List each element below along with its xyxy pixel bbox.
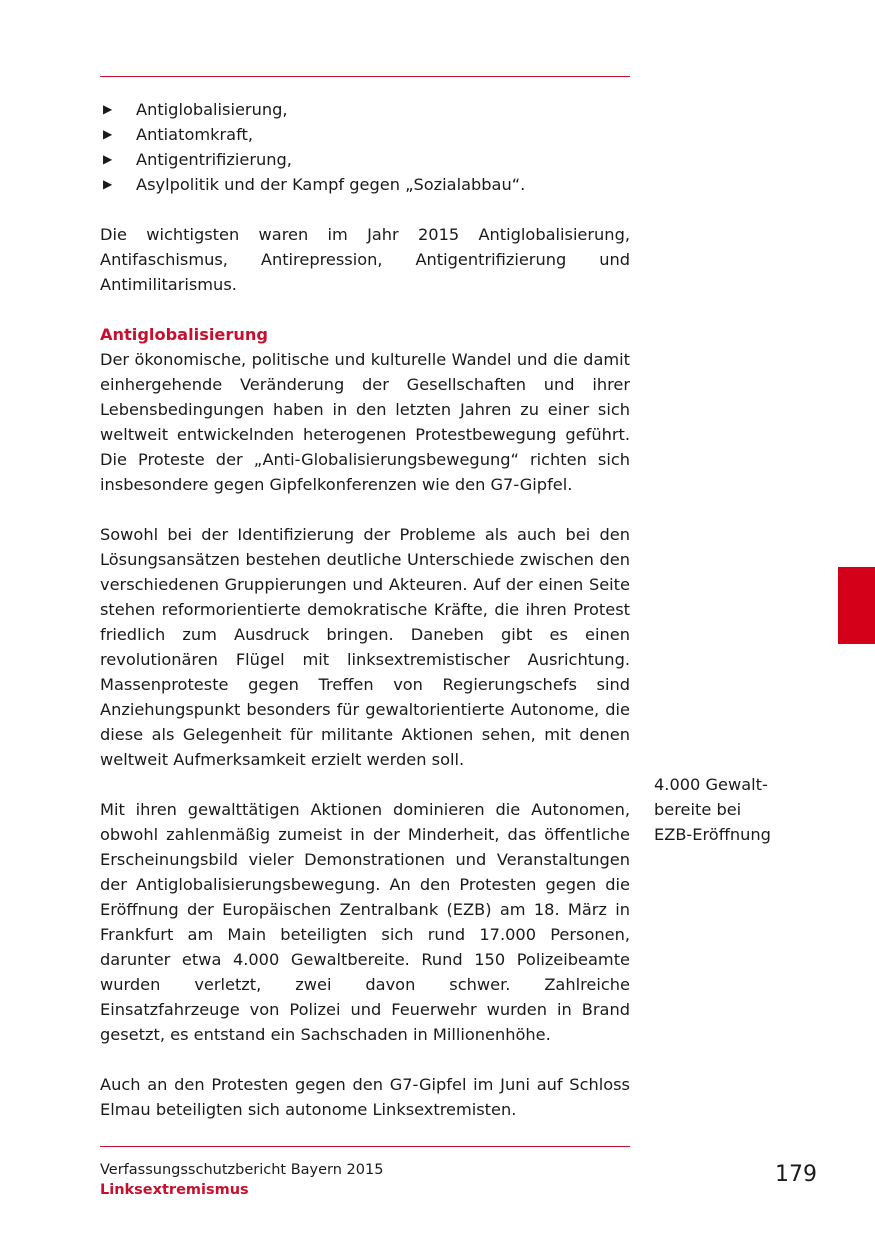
paragraph: Der ökonomische, politische und kulturelle Wandel und die damit einhergehende Veränderung der Gesellschaften und ihrer Lebensbedingungen haben in den letzten Jahren zu einer sich weltweit entwickelnden heterogenen Protestbewegung geführt. Die Proteste der „Anti-Globalisierungsbewegung“ richten sich insbesondere gegen Gipfelkonferenzen wie den G7-Gipfel. — [100, 350, 630, 494]
bottom-rule — [100, 1146, 630, 1147]
main-text — [100, 97, 630, 1122]
top-rule — [100, 76, 630, 77]
list-item: ▶ Antiatomkraft, — [100, 122, 630, 147]
triangle-bullet-icon: ▶ — [103, 152, 113, 166]
paragraph: Auch an den Protesten gegen den G7-Gipfel im Juni auf Schloss Elmau beteiligten sich autonome Linksextremisten. — [100, 1075, 630, 1119]
section-heading: Antiglobalisierung — [100, 325, 268, 344]
intro-paragraph: Die wichtigsten waren im Jahr 2015 Antiglobalisierung, Antifaschismus, Antirepression, Antigentrifizierung und Antimilitarismus. — [100, 225, 630, 294]
list-item: ▶ Asylpolitik und der Kampf gegen „Sozialabbau“. — [100, 172, 630, 197]
triangle-bullet-icon: ▶ — [103, 177, 113, 191]
list-item: ▶ Antiglobalisierung, — [100, 97, 630, 122]
footer-subtitle: Linksextremismus — [100, 1182, 249, 1198]
list-item: ▶ Antigentrifizierung, — [100, 147, 630, 172]
triangle-bullet-icon: ▶ — [103, 127, 113, 141]
paragraph: Sowohl bei der Identifizierung der Probleme als auch bei den Lösungsansätzen bestehen deutliche Unterschiede zwischen den verschiedenen Gruppierungen und Akteuren. Auf der einen Seite stehen reformorientierte demokratische Kräfte, die ihren Protest friedlich zum Ausdruck bringen. Daneben gibt es einen revolutionären Flügel mit linksextremistischer Ausrichtung. Massenproteste gegen Treffen von Regierungschefs sind Anziehungspunkt besonders für gewaltorientierte Autonome, die diese als Gelegenheit für militante Aktionen sehen, mit denen weltweit Aufmerksamkeit erzielt werden soll. — [100, 525, 630, 769]
chapter-tab-marker — [838, 567, 875, 644]
footer-title: Verfassungsschutzbericht Bayern 2015 — [100, 1162, 384, 1178]
footer — [100, 1160, 383, 1200]
bullet-list — [100, 97, 630, 197]
page-number: 179 — [775, 1162, 817, 1187]
paragraph: Mit ihren gewalttätigen Aktionen dominieren die Autonomen, obwohl zahlenmäßig zumeist in der Minderheit, das öffentliche Erscheinungsbild vieler Demonstrationen und Veranstaltungen der Antiglobalisierungsbewegung. An den Protesten gegen die Eröffnung der Europäischen Zentralbank (EZB) am 18. März in Frankfurt am Main beteiligten sich rund 17.000 Personen, darunter etwa 4.000 Gewaltbereite. Rund 150 Polizeibeamte wurden verletzt, zwei davon schwer. Zahlreiche Einsatzfahrzeuge von Polizei und Feuerwehr wurden in Brand gesetzt, es entstand ein Sachschaden in Millionenhöhe. — [100, 800, 630, 1044]
triangle-bullet-icon: ▶ — [103, 102, 113, 116]
marginal-note: 4.000 Gewalt- bereite bei EZB-Eröffnung — [654, 775, 771, 844]
